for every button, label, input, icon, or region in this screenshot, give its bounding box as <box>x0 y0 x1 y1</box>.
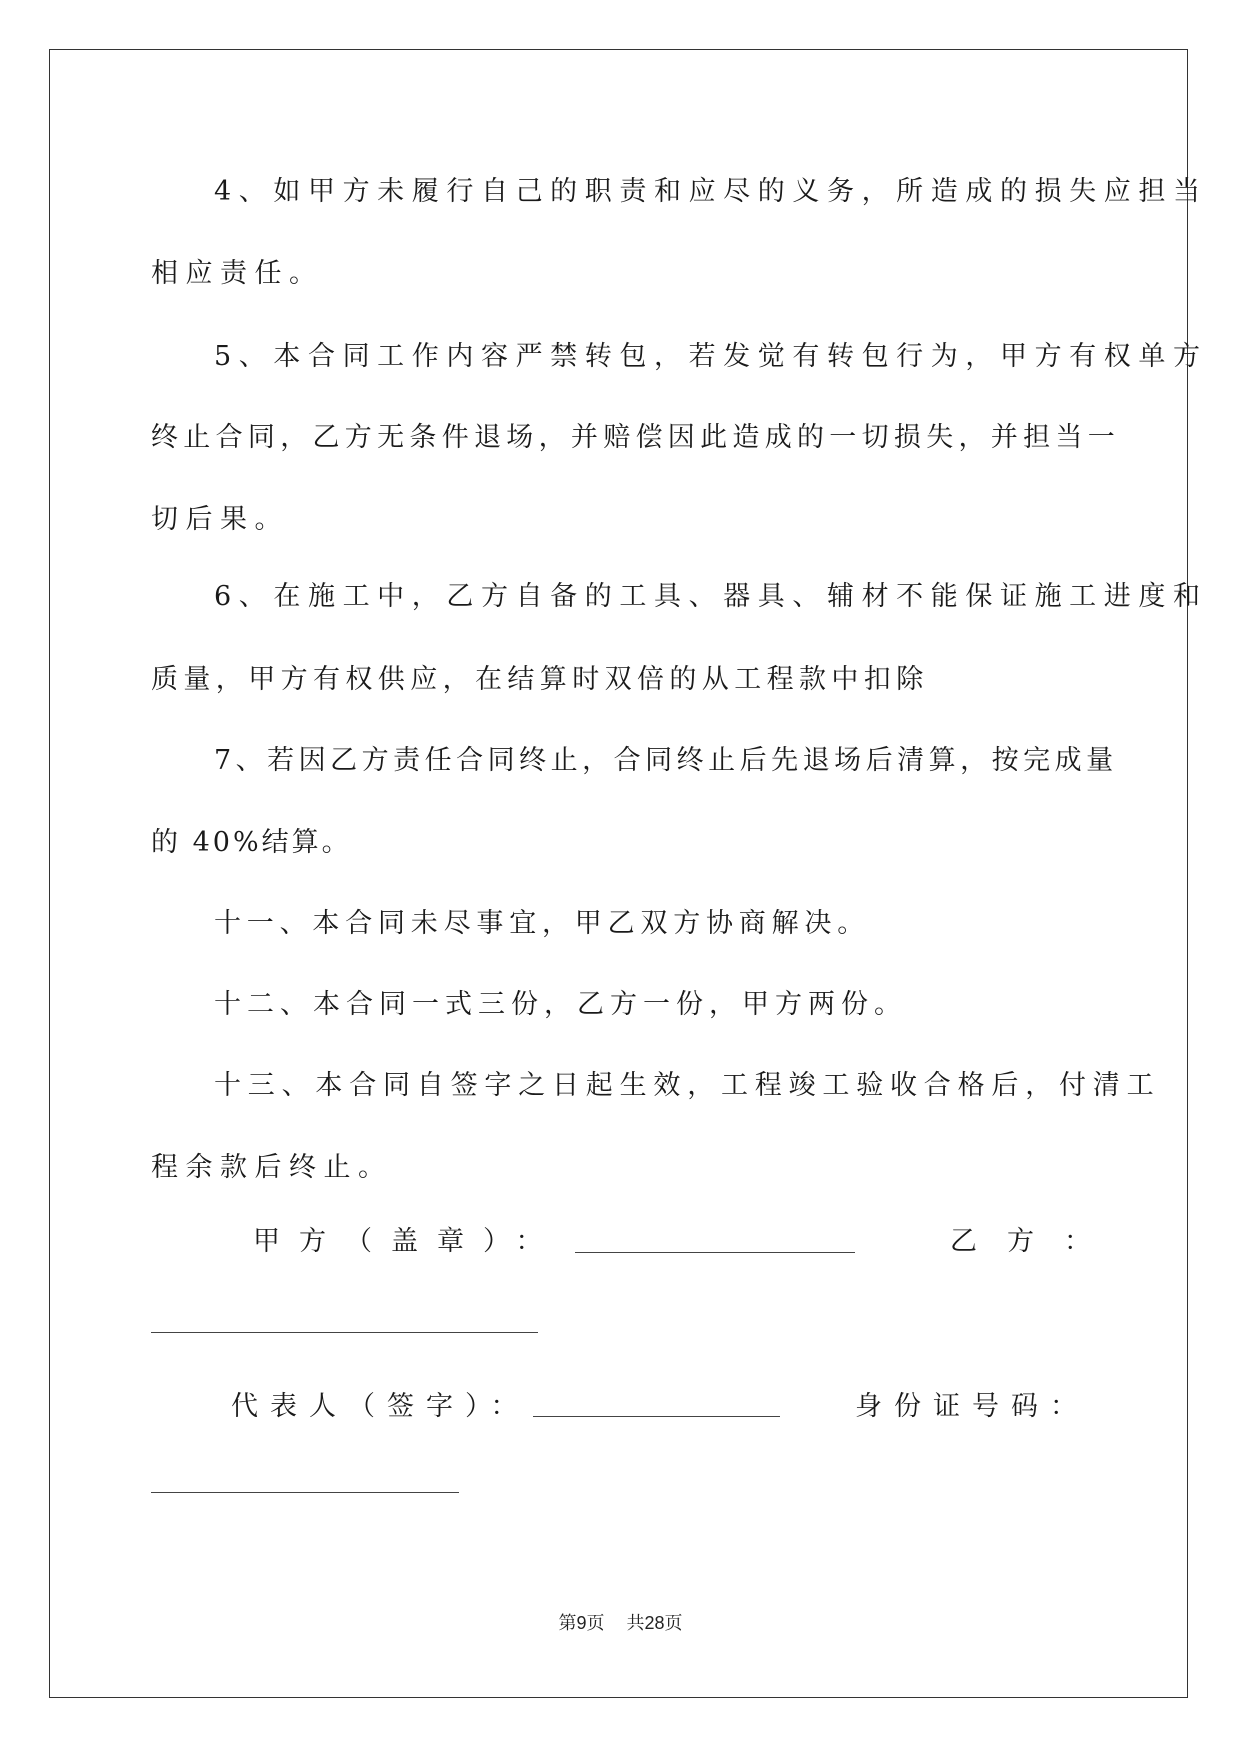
party-b-blank <box>151 1332 538 1333</box>
clause-7-line-1: 7、若因乙方责任合同终止，合同终止后先退场后清算，按完成量 <box>214 745 1118 776</box>
article-12: 十二、本合同一式三份，乙方一份，甲方两份。 <box>214 989 907 1020</box>
article-13-line-1: 十三、本合同自签字之日起生效，工程竣工验收合格后，付清工 <box>214 1070 1161 1101</box>
party-a-seal-blank <box>575 1252 855 1253</box>
clause-5-line-2: 终止合同，乙方无条件退场，并赔偿因此造成的一切损失，并担当一 <box>151 422 1120 453</box>
clause-7-line-2: 的 40%结算。 <box>151 827 352 858</box>
page-frame <box>49 49 1188 1698</box>
representative-signature-label: 代表人（签字）： <box>231 1391 530 1422</box>
clause-5-line-3: 切后果。 <box>151 504 289 535</box>
page-footer <box>0 1611 1241 1635</box>
id-number-label: 身份证号码： <box>855 1391 1089 1422</box>
party-a-seal-label: 甲方（盖章）： <box>253 1226 562 1257</box>
total-prefix: 共 <box>626 1613 645 1633</box>
party-b-label: 乙方： <box>950 1226 1121 1257</box>
clause-4-line-1: 4、如甲方未履行自己的职责和应尽的义务，所造成的损失应担当 <box>214 176 1208 207</box>
total-suffix: 页 <box>664 1613 683 1633</box>
clause-5-line-1: 5、本合同工作内容严禁转包，若发觉有转包行为，甲方有权单方 <box>214 341 1208 372</box>
representative-signature-blank <box>533 1416 780 1417</box>
page-suffix: 页 <box>586 1613 605 1633</box>
clause-6-line-2: 质量，甲方有权供应，在结算时双倍的从工程款中扣除 <box>151 664 929 695</box>
article-11: 十一、本合同未尽事宜，甲乙双方协商解决。 <box>214 908 870 939</box>
clause-4-line-2: 相应责任。 <box>151 258 324 289</box>
total-pages: 28 <box>644 1613 665 1633</box>
page-prefix: 第 <box>558 1613 577 1633</box>
clause-6-line-1: 6、在施工中，乙方自备的工具、器具、辅材不能保证施工进度和 <box>214 581 1208 612</box>
page-number: 9 <box>576 1613 587 1633</box>
id-number-blank <box>151 1492 459 1493</box>
article-13-line-2: 程余款后终止。 <box>151 1152 393 1183</box>
